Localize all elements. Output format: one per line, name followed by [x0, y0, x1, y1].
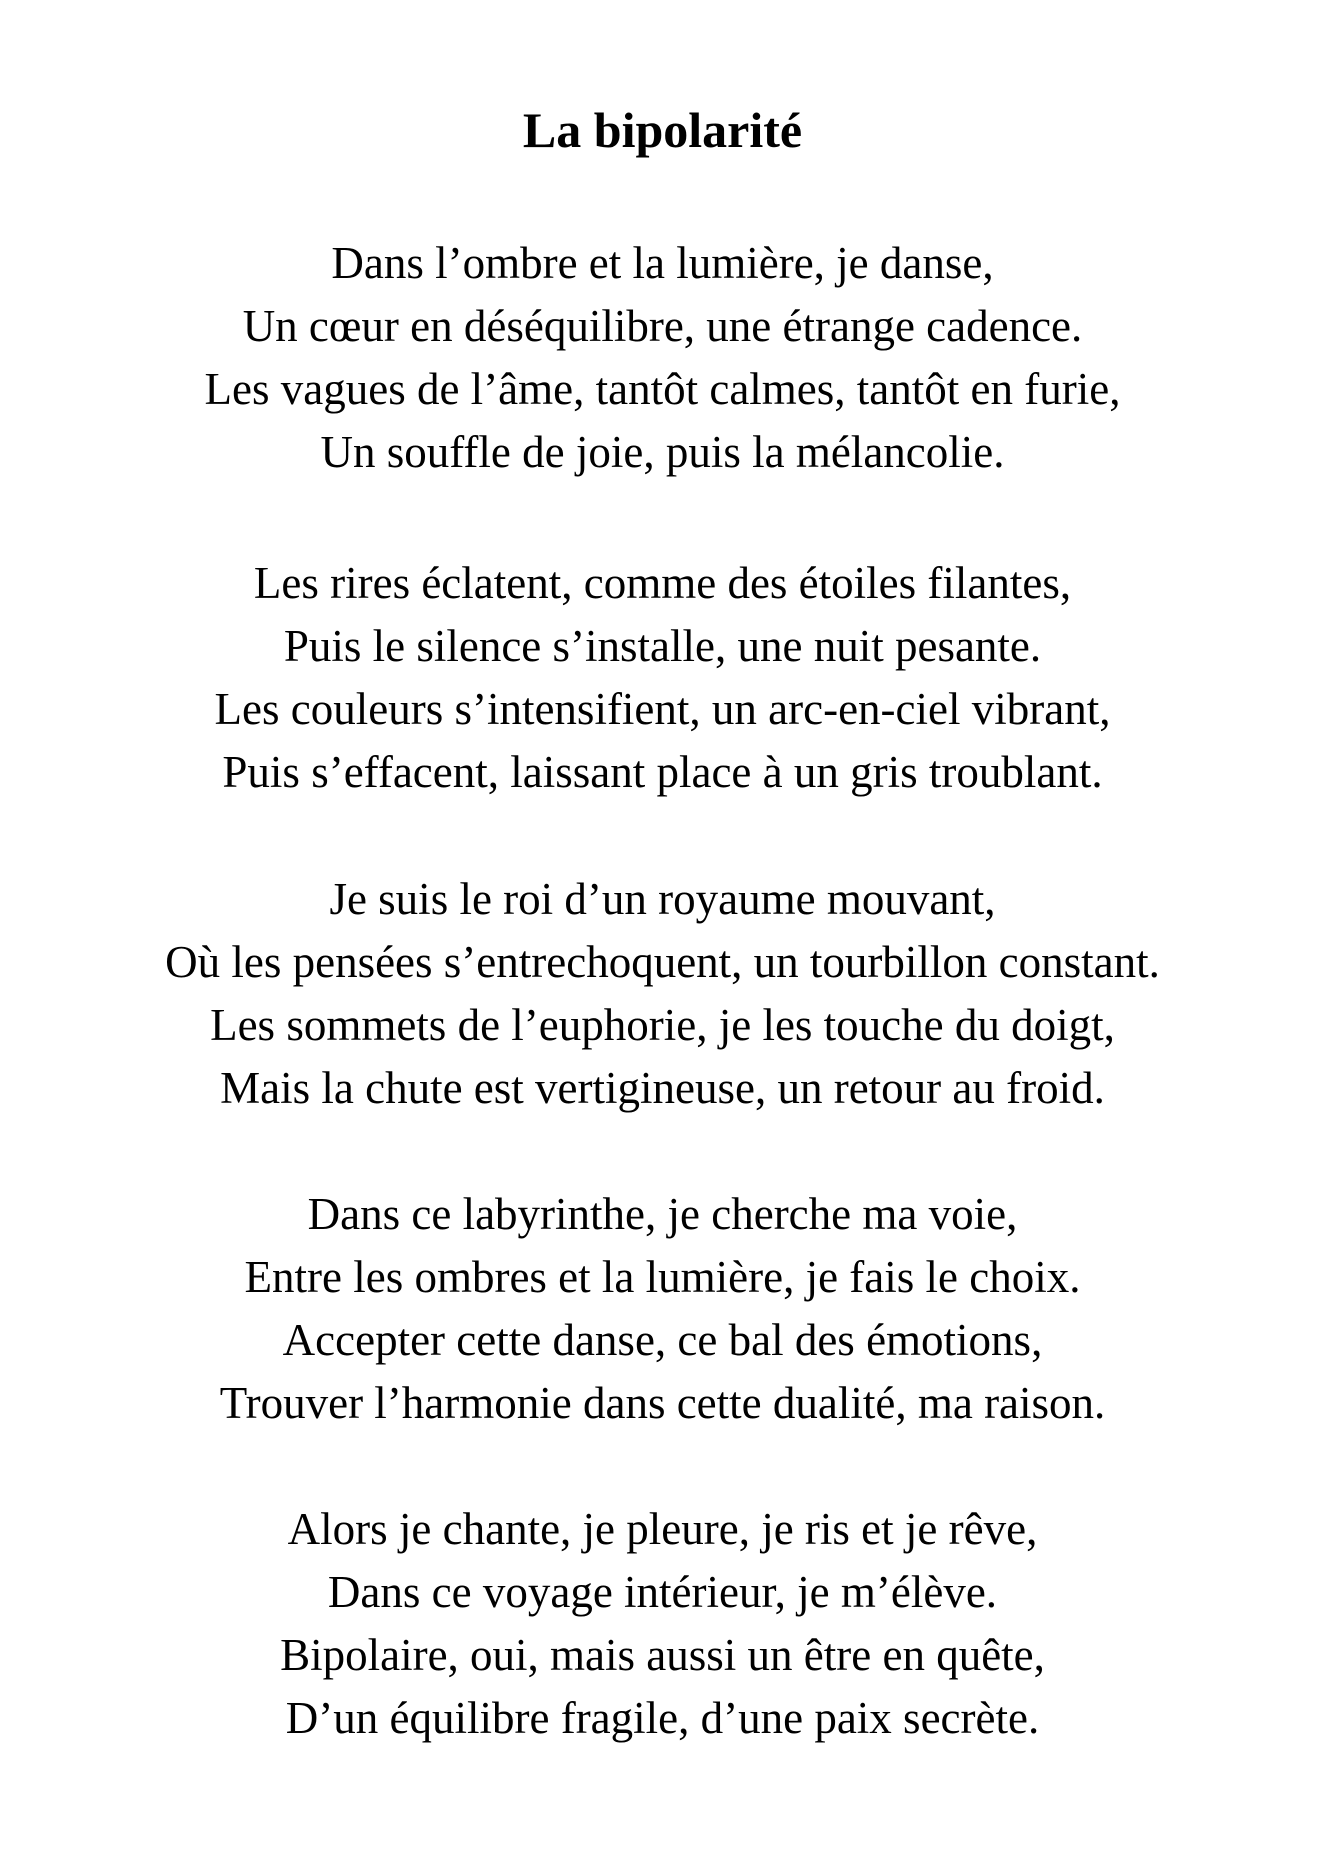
- verse-line: Mais la chute est vertigineuse, un retour au froid.: [220, 1063, 1105, 1113]
- verse-line: Puis s’effacent, laissant place à un gris troublant.: [222, 747, 1103, 797]
- verse-line: Les rires éclatent, comme des étoiles filantes,: [253, 558, 1072, 608]
- verse-line: Où les pensées s’entrechoquent, un tourbillon constant.: [165, 937, 1160, 987]
- poem-title: La bipolarité: [522, 102, 803, 158]
- verse-line: Dans ce labyrinthe, je cherche ma voie,: [307, 1189, 1018, 1239]
- verse-line: Puis le silence s’installe, une nuit pesante.: [283, 621, 1042, 671]
- stanza-2: [0, 552, 1325, 804]
- stanza-3: [0, 868, 1325, 1120]
- verse-line: Les sommets de l’euphorie, je les touche du doigt,: [210, 1000, 1115, 1050]
- verse-line: Trouver l’harmonie dans cette dualité, ma raison.: [219, 1378, 1106, 1428]
- verse-line: Je suis le roi d’un royaume mouvant,: [329, 874, 996, 924]
- verse-line: Dans ce voyage intérieur, je m’élève.: [327, 1567, 998, 1617]
- stanza-4: [0, 1183, 1325, 1435]
- verse-line: Un souffle de joie, puis la mélancolie.: [320, 427, 1005, 477]
- verse-line: Entre les ombres et la lumière, je fais le choix.: [244, 1252, 1081, 1302]
- verse-line: Dans l’ombre et la lumière, je danse,: [331, 238, 994, 288]
- stanza-5: [0, 1498, 1325, 1750]
- verse-line: Les vagues de l’âme, tantôt calmes, tantôt en furie,: [204, 364, 1121, 414]
- verse-line: D’un équilibre fragile, d’une paix secrète.: [285, 1693, 1040, 1743]
- verse-line: Alors je chante, je pleure, je ris et je rêve,: [287, 1504, 1038, 1554]
- stanza-1: [0, 232, 1325, 484]
- verse-line: Bipolaire, oui, mais aussi un être en quête,: [280, 1630, 1045, 1680]
- verse-line: Un cœur en déséquilibre, une étrange cadence.: [242, 301, 1083, 351]
- verse-line: Les couleurs s’intensifient, un arc-en-ciel vibrant,: [214, 684, 1111, 734]
- verse-line: Accepter cette danse, ce bal des émotions,: [282, 1315, 1043, 1365]
